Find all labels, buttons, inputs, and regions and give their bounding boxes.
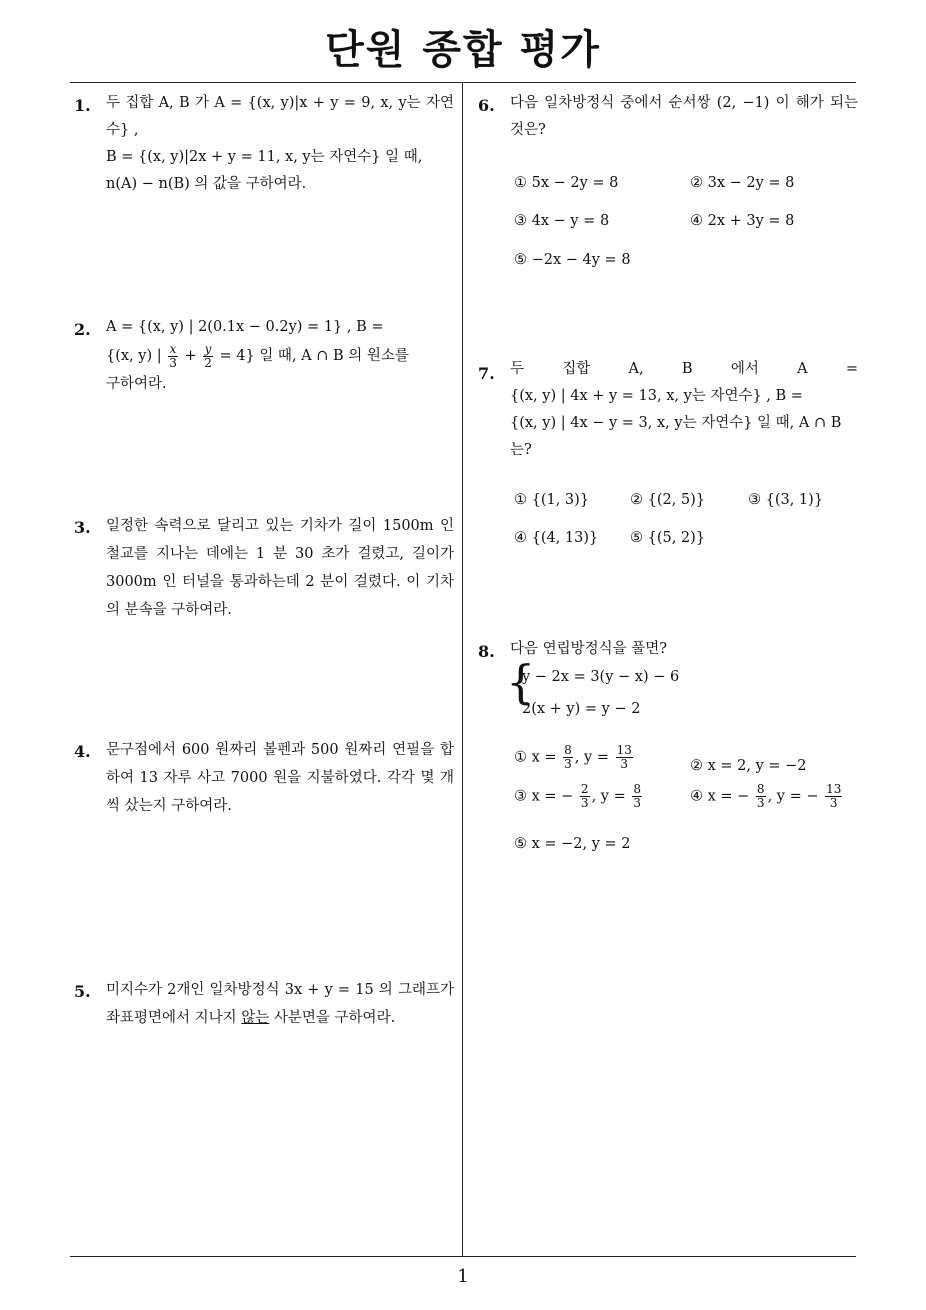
- plus-sign: +: [184, 348, 197, 364]
- q7-line2: {(x, y) | 4x + y = 13, x, y는 자연수} , B =: [510, 388, 803, 404]
- q5-text: 미지수가 2개인 일차방정식 3x + y = 15 의 그래프가 좌표평면에서 지나지 않는 사분면을 구하여라.: [106, 982, 454, 1026]
- option-5[interactable]: ⑤ x = −2, y = 2: [514, 836, 631, 852]
- q1-line3: n(A) − n(B) 의 값을 구하여라.: [106, 176, 307, 192]
- question-number: 7.: [478, 364, 495, 383]
- q8-text: 다음 연립방정식을 풀면?: [510, 641, 668, 657]
- q2-line1: A = {(x, y) | 2(0.1x − 0.2y) = 1} , B =: [106, 319, 384, 335]
- q2-line2: [106, 341, 454, 371]
- q4-text: 문구점에서 600 원짜리 볼펜과 500 원짜리 연필을 합하여 13 자루 사고 7000 원을 지불하였다. 각각 몇 개씩 샀는지 구하여라.: [106, 742, 454, 814]
- q3-text: 일정한 속력으로 달리고 있는 기차가 길이 1500m 인 철교를 지나는 데에는 1 분 30 초가 걸렸고, 길이가 3000m 인 터널을 통과하는데 2 분이 걸렸다. 이 기차의 분속을 구하여라.: [106, 518, 454, 618]
- bottom-rule: [70, 1256, 856, 1257]
- column-divider: [462, 83, 463, 1256]
- system-brace: {: [506, 655, 536, 709]
- option-1[interactable]: ① {(1, 3)}: [514, 492, 590, 508]
- option-4[interactable]: ④ x = − $\frac{8}{3}$ , y = − $\frac{13}{3}$: [690, 782, 842, 810]
- question-number: 3.: [74, 518, 91, 537]
- option-2[interactable]: ② {(2, 5)}: [630, 492, 706, 508]
- question-number: 1.: [74, 96, 91, 115]
- page-number: 1: [457, 1266, 469, 1287]
- q1-line2: B = {(x, y)|2x + y = 11, x, y는 자연수} 일 때,: [106, 149, 423, 165]
- option-3[interactable]: ③ {(3, 1)}: [748, 492, 824, 508]
- option-4[interactable]: ④ 2x + 3y = 8: [690, 213, 795, 229]
- question-number: 5.: [74, 982, 91, 1001]
- q2-line3: 구하여라.: [106, 376, 167, 392]
- q6-text: 다음 일차방정식 중에서 순서쌍 (2, −1) 이 해가 되는 것은?: [510, 95, 858, 138]
- q2-set-suffix: = 4} 일 때, A ∩ B 의 원소를: [219, 348, 409, 364]
- option-5[interactable]: ⑤ −2x − 4y = 8: [514, 252, 631, 268]
- top-rule: [70, 82, 856, 83]
- option-1[interactable]: ① x = $\frac{8}{3}$ , y = $\frac{13}{3}$: [514, 743, 632, 771]
- option-2[interactable]: ② x = 2, y = −2: [690, 758, 807, 774]
- option-4[interactable]: ④ {(4, 13)}: [514, 530, 599, 546]
- question-number: 2.: [74, 320, 91, 339]
- option-3[interactable]: ③ x = − $\frac{2}{3}$ , y = $\frac{8}{3}$: [514, 782, 641, 810]
- q1-line1: 두 집합 A, B 가 A = {(x, y)|x + y = 9, x, y는 자연수} ,: [106, 95, 454, 138]
- q2-set-prefix: {(x, y) |: [106, 348, 162, 364]
- q7-line3: {(x, y) | 4x − y = 3, x, y는 자연수} 일 때, A ∩ B: [510, 415, 842, 431]
- option-5[interactable]: ⑤ {(5, 2)}: [630, 530, 706, 546]
- question-number: 8.: [478, 642, 495, 661]
- q7-line1: 두 집합 A, B 에서 A =: [510, 361, 858, 377]
- fraction: $\frac{x}{3}$: [169, 341, 177, 370]
- question-number: 4.: [74, 742, 91, 761]
- page-title: 단원 종합 평가: [325, 27, 601, 73]
- underlined-word: 않는: [241, 1010, 270, 1026]
- option-3[interactable]: ③ 4x − y = 8: [514, 213, 610, 229]
- option-2[interactable]: ② 3x − 2y = 8: [690, 175, 795, 191]
- q7-line4: 는?: [510, 442, 532, 458]
- fraction: $\frac{y}{2}$: [204, 341, 212, 370]
- equation-2: 2(x + y) = y − 2: [522, 701, 641, 717]
- question-number: 6.: [478, 96, 495, 115]
- equation-1: y − 2x = 3(y − x) − 6: [522, 669, 680, 685]
- option-1[interactable]: ① 5x − 2y = 8: [514, 175, 619, 191]
